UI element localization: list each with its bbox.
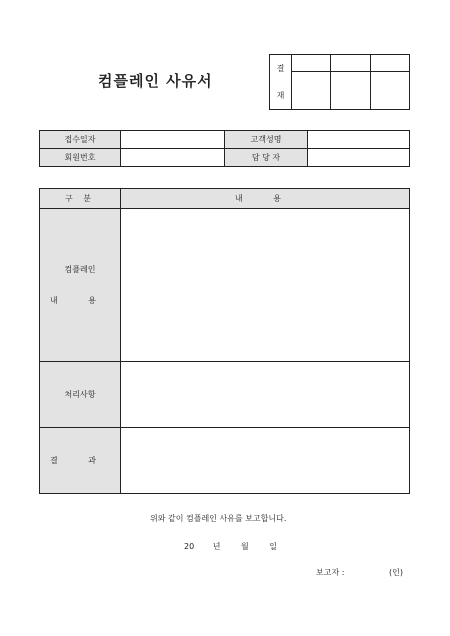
receipt-date-label: 접수일자 xyxy=(40,131,121,149)
customer-name-label: 고객성명 xyxy=(225,131,308,149)
report-statement: 위와 같이 컴플레인 사유를 보고합니다. xyxy=(150,514,287,523)
main-table xyxy=(39,188,410,494)
reporter-label: 보고자 : xyxy=(316,568,345,577)
date-month-unit: 월 xyxy=(241,542,249,551)
approval-sign-cell-1[interactable] xyxy=(292,72,331,110)
handling-content-field[interactable] xyxy=(121,362,410,428)
date-year: 20 xyxy=(184,542,195,551)
result-label: 결 과 xyxy=(40,428,121,494)
complaint-label-line2: 내 용 xyxy=(50,296,110,305)
category-header: 구 분 xyxy=(40,189,121,209)
approval-sign-cell-3[interactable] xyxy=(370,72,409,110)
content-header: 내 용 xyxy=(121,189,410,209)
manager-field[interactable] xyxy=(308,149,410,167)
date-year-unit: 년 xyxy=(212,542,221,551)
approval-sign-header-2 xyxy=(331,55,370,72)
info-table xyxy=(39,130,410,167)
date-day-unit: 일 xyxy=(269,542,278,551)
member-no-label: 회원번호 xyxy=(40,149,121,167)
approval-sign-cell-2[interactable] xyxy=(331,72,370,110)
approval-sign-header-3 xyxy=(370,55,409,72)
reporter-line xyxy=(316,567,403,578)
seal-label: (인) xyxy=(388,568,403,577)
handling-label: 처리사항 xyxy=(40,362,121,428)
customer-name-field[interactable] xyxy=(308,131,410,149)
document-title: 컴플레인 사유서 xyxy=(98,72,213,90)
approval-label-top: 결 xyxy=(276,64,285,73)
approval-box xyxy=(269,54,410,110)
receipt-date-field[interactable] xyxy=(121,131,225,149)
member-no-field[interactable] xyxy=(121,149,225,167)
approval-label-bottom: 재 xyxy=(276,91,285,100)
complaint-content-field[interactable] xyxy=(121,209,410,362)
manager-label: 담 당 자 xyxy=(225,149,308,167)
approval-label xyxy=(270,55,292,110)
date-line xyxy=(184,541,277,552)
complaint-label-line1: 컴플레인 xyxy=(64,265,96,274)
result-content-field[interactable] xyxy=(121,428,410,494)
approval-sign-header-1 xyxy=(292,55,331,72)
complaint-label xyxy=(40,209,121,362)
